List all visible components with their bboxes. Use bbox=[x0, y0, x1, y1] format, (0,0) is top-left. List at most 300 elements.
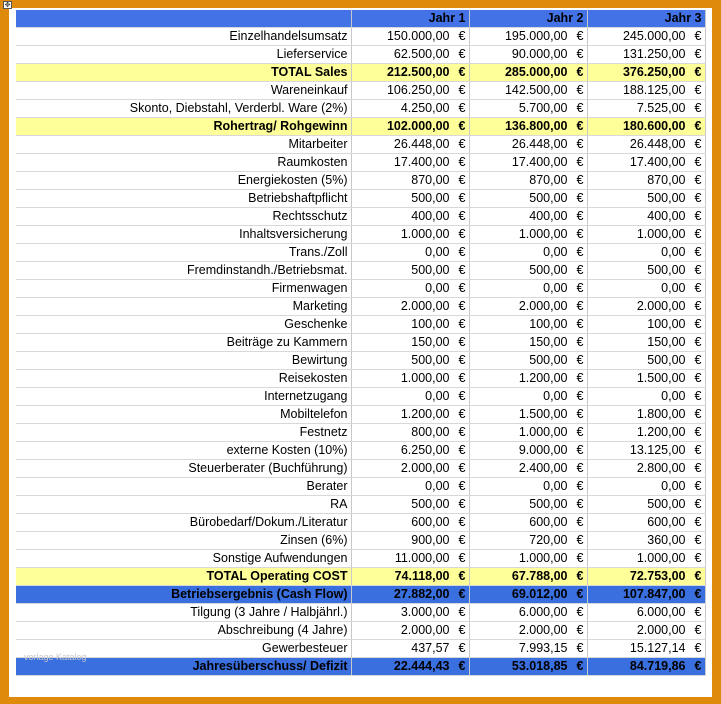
cell-value: 150,00 bbox=[647, 335, 686, 349]
value-cell-year-2[interactable] bbox=[469, 352, 587, 370]
value-cell-year-3[interactable] bbox=[587, 28, 705, 46]
currency-symbol: € bbox=[694, 623, 702, 637]
row-label-cell[interactable]: Berater bbox=[16, 478, 351, 496]
row-label-cell[interactable]: Mitarbeiter bbox=[16, 136, 351, 154]
row-label-cell[interactable]: Betriebshaftpflicht bbox=[16, 190, 351, 208]
value-cell-year-1[interactable] bbox=[351, 514, 469, 532]
value-cell-year-1[interactable] bbox=[351, 478, 469, 496]
row-label-cell[interactable]: Skonto, Diebstahl, Verderbl. Ware (2%) bbox=[16, 100, 351, 118]
cell-value: 5.700,00 bbox=[518, 101, 568, 115]
value-cell-year-1[interactable] bbox=[351, 100, 469, 118]
cell-value: 245.000,00 bbox=[622, 29, 686, 43]
cell-value: 17.400,00 bbox=[393, 155, 450, 169]
value-cell-year-1[interactable] bbox=[351, 388, 469, 406]
table-row bbox=[16, 496, 705, 514]
cell-value: 1.000,00 bbox=[636, 551, 686, 565]
value-cell-year-3[interactable] bbox=[587, 352, 705, 370]
header-year-1[interactable]: Jahr 1 bbox=[351, 10, 469, 28]
value-cell-year-1[interactable] bbox=[351, 208, 469, 226]
value-cell-year-1[interactable] bbox=[351, 370, 469, 388]
currency-symbol: € bbox=[576, 497, 584, 511]
cell-value: 400,00 bbox=[647, 209, 686, 223]
currency-symbol: € bbox=[458, 263, 466, 277]
currency-symbol: € bbox=[576, 641, 584, 655]
cell-value: 1.800,00 bbox=[636, 407, 686, 421]
cell-value: 2.000,00 bbox=[636, 623, 686, 637]
header-year-2[interactable]: Jahr 2 bbox=[469, 10, 587, 28]
value-cell-year-3[interactable] bbox=[587, 226, 705, 244]
row-label-cell[interactable]: Energiekosten (5%) bbox=[16, 172, 351, 190]
value-cell-year-3[interactable] bbox=[587, 388, 705, 406]
currency-symbol: € bbox=[694, 641, 702, 655]
cell-value: 100,00 bbox=[411, 317, 450, 331]
currency-symbol: € bbox=[694, 173, 702, 187]
cell-value: 188.125,00 bbox=[622, 83, 686, 97]
cell-value: 27.882,00 bbox=[393, 587, 450, 601]
value-cell-year-2[interactable] bbox=[469, 316, 587, 334]
cell-value: 870,00 bbox=[647, 173, 686, 187]
value-cell-year-1[interactable] bbox=[351, 64, 469, 82]
currency-symbol: € bbox=[576, 425, 584, 439]
value-cell-year-3[interactable] bbox=[587, 208, 705, 226]
cell-value: 100,00 bbox=[647, 317, 686, 331]
value-cell-year-2[interactable] bbox=[469, 568, 587, 586]
cell-value: 0,00 bbox=[425, 479, 450, 493]
currency-symbol: € bbox=[576, 335, 584, 349]
value-cell-year-1[interactable] bbox=[351, 586, 469, 604]
row-label-cell[interactable]: Betriebsergebnis (Cash Flow) bbox=[16, 586, 351, 604]
currency-symbol: € bbox=[694, 191, 702, 205]
value-cell-year-3[interactable] bbox=[587, 568, 705, 586]
currency-symbol: € bbox=[576, 119, 584, 133]
value-cell-year-1[interactable] bbox=[351, 496, 469, 514]
cell-value: 150,00 bbox=[411, 335, 450, 349]
value-cell-year-2[interactable] bbox=[469, 550, 587, 568]
value-cell-year-1[interactable] bbox=[351, 244, 469, 262]
table-row bbox=[16, 28, 705, 46]
value-cell-year-1[interactable] bbox=[351, 352, 469, 370]
cell-value: 7.993,15 bbox=[518, 641, 568, 655]
value-cell-year-3[interactable] bbox=[587, 280, 705, 298]
table-row bbox=[16, 658, 705, 676]
value-cell-year-1[interactable] bbox=[351, 28, 469, 46]
value-cell-year-1[interactable] bbox=[351, 424, 469, 442]
row-label-cell[interactable]: TOTAL Operating COST bbox=[16, 568, 351, 586]
currency-symbol: € bbox=[576, 65, 584, 79]
row-label-cell[interactable]: Steuerberater (Buchführung) bbox=[16, 460, 351, 478]
currency-symbol: € bbox=[458, 227, 466, 241]
currency-symbol: € bbox=[694, 425, 702, 439]
currency-symbol: € bbox=[458, 407, 466, 421]
value-cell-year-3[interactable] bbox=[587, 460, 705, 478]
row-label-cell[interactable]: Zinsen (6%) bbox=[16, 532, 351, 550]
value-cell-year-1[interactable] bbox=[351, 334, 469, 352]
currency-symbol: € bbox=[458, 389, 466, 403]
value-cell-year-1[interactable] bbox=[351, 532, 469, 550]
cell-value: 22.444,43 bbox=[393, 659, 450, 673]
cell-value: 17.400,00 bbox=[511, 155, 568, 169]
currency-symbol: € bbox=[694, 47, 702, 61]
value-cell-year-2[interactable] bbox=[469, 226, 587, 244]
value-cell-year-3[interactable] bbox=[587, 64, 705, 82]
cell-value: 500,00 bbox=[529, 497, 568, 511]
row-label-cell[interactable]: Sonstige Aufwendungen bbox=[16, 550, 351, 568]
row-label-cell[interactable]: Bürobedarf/Dokum./Literatur bbox=[16, 514, 351, 532]
cell-value: 84.719,86 bbox=[629, 659, 686, 673]
value-cell-year-2[interactable] bbox=[469, 388, 587, 406]
value-cell-year-2[interactable] bbox=[469, 640, 587, 658]
watermark-text: vorlage Katalog bbox=[24, 652, 87, 662]
row-label-cell[interactable]: Marketing bbox=[16, 298, 351, 316]
cell-value: 870,00 bbox=[529, 173, 568, 187]
value-cell-year-3[interactable] bbox=[587, 586, 705, 604]
currency-symbol: € bbox=[694, 371, 702, 385]
cell-value: 0,00 bbox=[661, 281, 686, 295]
value-cell-year-2[interactable] bbox=[469, 82, 587, 100]
value-cell-year-2[interactable] bbox=[469, 208, 587, 226]
value-cell-year-3[interactable] bbox=[587, 46, 705, 64]
value-cell-year-2[interactable] bbox=[469, 262, 587, 280]
cell-value: 2.000,00 bbox=[518, 623, 568, 637]
value-cell-year-3[interactable] bbox=[587, 316, 705, 334]
table-row bbox=[16, 244, 705, 262]
value-cell-year-2[interactable] bbox=[469, 658, 587, 676]
value-cell-year-3[interactable] bbox=[587, 244, 705, 262]
cell-value: 106.250,00 bbox=[386, 83, 450, 97]
value-cell-year-3[interactable] bbox=[587, 604, 705, 622]
currency-symbol: € bbox=[576, 659, 584, 673]
value-cell-year-2[interactable] bbox=[469, 532, 587, 550]
value-cell-year-2[interactable] bbox=[469, 622, 587, 640]
value-cell-year-2[interactable] bbox=[469, 64, 587, 82]
currency-symbol: € bbox=[694, 137, 702, 151]
row-label-cell[interactable]: Raumkosten bbox=[16, 154, 351, 172]
value-cell-year-3[interactable] bbox=[587, 478, 705, 496]
value-cell-year-3[interactable] bbox=[587, 154, 705, 172]
value-cell-year-3[interactable] bbox=[587, 640, 705, 658]
currency-symbol: € bbox=[694, 335, 702, 349]
cell-value: 870,00 bbox=[411, 173, 450, 187]
currency-symbol: € bbox=[576, 281, 584, 295]
value-cell-year-1[interactable] bbox=[351, 118, 469, 136]
value-cell-year-3[interactable] bbox=[587, 118, 705, 136]
value-cell-year-3[interactable] bbox=[587, 550, 705, 568]
table-row bbox=[16, 514, 705, 532]
value-cell-year-1[interactable] bbox=[351, 658, 469, 676]
table-row bbox=[16, 136, 705, 154]
cell-value: 11.000,00 bbox=[394, 551, 450, 565]
table-row bbox=[16, 82, 705, 100]
value-cell-year-2[interactable] bbox=[469, 460, 587, 478]
value-cell-year-1[interactable] bbox=[351, 604, 469, 622]
row-label-cell[interactable]: Trans./Zoll bbox=[16, 244, 351, 262]
currency-symbol: € bbox=[694, 659, 702, 673]
row-label-cell[interactable]: Lieferservice bbox=[16, 46, 351, 64]
value-cell-year-1[interactable] bbox=[351, 568, 469, 586]
currency-symbol: € bbox=[694, 605, 702, 619]
value-cell-year-2[interactable] bbox=[469, 46, 587, 64]
value-cell-year-1[interactable] bbox=[351, 226, 469, 244]
currency-symbol: € bbox=[694, 101, 702, 115]
value-cell-year-2[interactable] bbox=[469, 424, 587, 442]
cell-value: 4.250,00 bbox=[400, 101, 450, 115]
value-cell-year-2[interactable] bbox=[469, 442, 587, 460]
cell-value: 1.500,00 bbox=[518, 407, 568, 421]
value-cell-year-1[interactable] bbox=[351, 46, 469, 64]
row-label-cell[interactable]: Inhaltsversicherung bbox=[16, 226, 351, 244]
currency-symbol: € bbox=[458, 659, 466, 673]
cell-value: 2.000,00 bbox=[400, 299, 450, 313]
cell-value: 17.400,00 bbox=[629, 155, 686, 169]
cell-value: 0,00 bbox=[543, 479, 568, 493]
table-row bbox=[16, 100, 705, 118]
value-cell-year-2[interactable] bbox=[469, 244, 587, 262]
cell-value: 285.000,00 bbox=[504, 65, 568, 79]
currency-symbol: € bbox=[458, 65, 466, 79]
currency-symbol: € bbox=[694, 461, 702, 475]
value-cell-year-2[interactable] bbox=[469, 28, 587, 46]
value-cell-year-1[interactable] bbox=[351, 136, 469, 154]
value-cell-year-1[interactable] bbox=[351, 190, 469, 208]
cell-value: 500,00 bbox=[411, 353, 450, 367]
table-row bbox=[16, 622, 705, 640]
currency-symbol: € bbox=[458, 479, 466, 493]
currency-symbol: € bbox=[576, 137, 584, 151]
header-year-3[interactable]: Jahr 3 bbox=[587, 10, 705, 28]
currency-symbol: € bbox=[694, 299, 702, 313]
row-label-cell[interactable]: Internetzugang bbox=[16, 388, 351, 406]
cell-value: 2.000,00 bbox=[636, 299, 686, 313]
table-row bbox=[16, 280, 705, 298]
value-cell-year-3[interactable] bbox=[587, 82, 705, 100]
value-cell-year-3[interactable] bbox=[587, 262, 705, 280]
cell-value: 150,00 bbox=[529, 335, 568, 349]
currency-symbol: € bbox=[576, 533, 584, 547]
value-cell-year-3[interactable] bbox=[587, 100, 705, 118]
row-label-cell[interactable]: Firmenwagen bbox=[16, 280, 351, 298]
cell-value: 0,00 bbox=[425, 281, 450, 295]
table-row bbox=[16, 154, 705, 172]
row-label-cell[interactable]: Abschreibung (4 Jahre) bbox=[16, 622, 351, 640]
table-row bbox=[16, 406, 705, 424]
value-cell-year-2[interactable] bbox=[469, 136, 587, 154]
value-cell-year-2[interactable] bbox=[469, 370, 587, 388]
value-cell-year-2[interactable] bbox=[469, 118, 587, 136]
cell-value: 2.000,00 bbox=[518, 299, 568, 313]
value-cell-year-2[interactable] bbox=[469, 298, 587, 316]
value-cell-year-2[interactable] bbox=[469, 100, 587, 118]
row-label-cell[interactable]: Beiträge zu Kammern bbox=[16, 334, 351, 352]
value-cell-year-1[interactable] bbox=[351, 640, 469, 658]
value-cell-year-2[interactable] bbox=[469, 604, 587, 622]
currency-symbol: € bbox=[458, 335, 466, 349]
currency-symbol: € bbox=[576, 353, 584, 367]
table-row bbox=[16, 442, 705, 460]
currency-symbol: € bbox=[458, 371, 466, 385]
currency-symbol: € bbox=[694, 65, 702, 79]
currency-symbol: € bbox=[576, 83, 584, 97]
cell-value: 72.753,00 bbox=[629, 569, 686, 583]
value-cell-year-2[interactable] bbox=[469, 586, 587, 604]
value-cell-year-3[interactable] bbox=[587, 298, 705, 316]
currency-symbol: € bbox=[576, 191, 584, 205]
table-row bbox=[16, 334, 705, 352]
value-cell-year-2[interactable] bbox=[469, 172, 587, 190]
currency-symbol: € bbox=[458, 245, 466, 259]
value-cell-year-1[interactable] bbox=[351, 316, 469, 334]
currency-symbol: € bbox=[576, 407, 584, 421]
value-cell-year-1[interactable] bbox=[351, 460, 469, 478]
row-label-cell[interactable]: Wareneinkauf bbox=[16, 82, 351, 100]
currency-symbol: € bbox=[694, 245, 702, 259]
value-cell-year-2[interactable] bbox=[469, 478, 587, 496]
value-cell-year-2[interactable] bbox=[469, 496, 587, 514]
row-label-cell[interactable]: Fremdinstandh./Betriebsmat. bbox=[16, 262, 351, 280]
cell-value: 600,00 bbox=[411, 515, 450, 529]
currency-symbol: € bbox=[458, 497, 466, 511]
row-label-cell[interactable]: Rohertrag/ Rohgewinn bbox=[16, 118, 351, 136]
currency-symbol: € bbox=[576, 587, 584, 601]
cell-value: 0,00 bbox=[543, 245, 568, 259]
row-label-cell[interactable]: Geschenke bbox=[16, 316, 351, 334]
cell-value: 1.500,00 bbox=[636, 371, 686, 385]
value-cell-year-2[interactable] bbox=[469, 406, 587, 424]
row-label-cell[interactable]: Einzelhandelsumsatz bbox=[16, 28, 351, 46]
table-row bbox=[16, 568, 705, 586]
cell-value: 500,00 bbox=[411, 191, 450, 205]
row-label-cell[interactable]: Jahresüberschuss/ Defizit bbox=[16, 658, 351, 676]
value-cell-year-1[interactable] bbox=[351, 262, 469, 280]
value-cell-year-3[interactable] bbox=[587, 532, 705, 550]
table-row bbox=[16, 586, 705, 604]
table-row bbox=[16, 532, 705, 550]
currency-symbol: € bbox=[694, 479, 702, 493]
currency-symbol: € bbox=[458, 137, 466, 151]
currency-symbol: € bbox=[694, 353, 702, 367]
value-cell-year-1[interactable] bbox=[351, 280, 469, 298]
cell-value: 500,00 bbox=[647, 353, 686, 367]
value-cell-year-2[interactable] bbox=[469, 334, 587, 352]
cell-value: 26.448,00 bbox=[511, 137, 568, 151]
value-cell-year-1[interactable] bbox=[351, 622, 469, 640]
row-label-cell[interactable]: Festnetz bbox=[16, 424, 351, 442]
value-cell-year-3[interactable] bbox=[587, 190, 705, 208]
cell-value: 1.000,00 bbox=[636, 227, 686, 241]
row-label-cell[interactable]: TOTAL Sales bbox=[16, 64, 351, 82]
cell-value: 2.000,00 bbox=[400, 623, 450, 637]
cell-value: 400,00 bbox=[529, 209, 568, 223]
value-cell-year-1[interactable] bbox=[351, 550, 469, 568]
currency-symbol: € bbox=[694, 83, 702, 97]
cell-value: 0,00 bbox=[661, 245, 686, 259]
cell-value: 800,00 bbox=[411, 425, 450, 439]
row-label-cell[interactable]: Gewerbesteuer bbox=[16, 640, 351, 658]
currency-symbol: € bbox=[694, 281, 702, 295]
currency-symbol: € bbox=[458, 191, 466, 205]
row-label-cell[interactable]: Mobiltelefon bbox=[16, 406, 351, 424]
value-cell-year-3[interactable] bbox=[587, 406, 705, 424]
cell-value: 9.000,00 bbox=[518, 443, 568, 457]
value-cell-year-2[interactable] bbox=[469, 190, 587, 208]
currency-symbol: € bbox=[576, 317, 584, 331]
value-cell-year-1[interactable] bbox=[351, 442, 469, 460]
row-label-cell[interactable]: RA bbox=[16, 496, 351, 514]
currency-symbol: € bbox=[576, 461, 584, 475]
cell-value: 74.118,00 bbox=[394, 569, 450, 583]
cell-value: 1.000,00 bbox=[518, 425, 568, 439]
value-cell-year-3[interactable] bbox=[587, 370, 705, 388]
value-cell-year-1[interactable] bbox=[351, 406, 469, 424]
currency-symbol: € bbox=[458, 515, 466, 529]
value-cell-year-3[interactable] bbox=[587, 496, 705, 514]
currency-symbol: € bbox=[694, 497, 702, 511]
cell-value: 437,57 bbox=[411, 641, 450, 655]
cell-value: 142.500,00 bbox=[504, 83, 568, 97]
cell-value: 1.200,00 bbox=[636, 425, 686, 439]
currency-symbol: € bbox=[576, 551, 584, 565]
cell-value: 62.500,00 bbox=[393, 47, 450, 61]
cell-value: 102.000,00 bbox=[386, 119, 450, 133]
row-label-cell[interactable]: Bewirtung bbox=[16, 352, 351, 370]
cell-value: 2.800,00 bbox=[636, 461, 686, 475]
value-cell-year-2[interactable] bbox=[469, 154, 587, 172]
cell-value: 180.600,00 bbox=[622, 119, 686, 133]
cell-value: 500,00 bbox=[529, 263, 568, 277]
currency-symbol: € bbox=[694, 155, 702, 169]
value-cell-year-3[interactable] bbox=[587, 514, 705, 532]
currency-symbol: € bbox=[694, 515, 702, 529]
table-row bbox=[16, 298, 705, 316]
table-row bbox=[16, 388, 705, 406]
cell-value: 69.012,00 bbox=[511, 587, 568, 601]
spreadsheet-table bbox=[16, 10, 706, 676]
cell-value: 1.000,00 bbox=[400, 371, 450, 385]
currency-symbol: € bbox=[694, 209, 702, 223]
currency-symbol: € bbox=[458, 281, 466, 295]
value-cell-year-1[interactable] bbox=[351, 172, 469, 190]
currency-symbol: € bbox=[576, 443, 584, 457]
table-move-handle-icon[interactable]: ✥ bbox=[4, 2, 11, 9]
currency-symbol: € bbox=[458, 317, 466, 331]
currency-symbol: € bbox=[694, 317, 702, 331]
row-label-cell[interactable]: Rechtsschutz bbox=[16, 208, 351, 226]
currency-symbol: € bbox=[694, 533, 702, 547]
table-row bbox=[16, 262, 705, 280]
value-cell-year-3[interactable] bbox=[587, 622, 705, 640]
row-label-cell[interactable]: Tilgung (3 Jahre / Halbjährl.) bbox=[16, 604, 351, 622]
value-cell-year-3[interactable] bbox=[587, 136, 705, 154]
value-cell-year-1[interactable] bbox=[351, 298, 469, 316]
cell-value: 6.000,00 bbox=[636, 605, 686, 619]
currency-symbol: € bbox=[458, 155, 466, 169]
value-cell-year-3[interactable] bbox=[587, 658, 705, 676]
table-row bbox=[16, 370, 705, 388]
value-cell-year-3[interactable] bbox=[587, 172, 705, 190]
value-cell-year-3[interactable] bbox=[587, 442, 705, 460]
value-cell-year-1[interactable] bbox=[351, 154, 469, 172]
value-cell-year-3[interactable] bbox=[587, 424, 705, 442]
value-cell-year-2[interactable] bbox=[469, 514, 587, 532]
currency-symbol: € bbox=[576, 389, 584, 403]
value-cell-year-1[interactable] bbox=[351, 82, 469, 100]
row-label-cell[interactable]: Reisekosten bbox=[16, 370, 351, 388]
row-label-cell[interactable]: externe Kosten (10%) bbox=[16, 442, 351, 460]
value-cell-year-3[interactable] bbox=[587, 334, 705, 352]
currency-symbol: € bbox=[576, 227, 584, 241]
value-cell-year-2[interactable] bbox=[469, 280, 587, 298]
cell-value: 376.250,00 bbox=[622, 65, 686, 79]
table-row bbox=[16, 640, 705, 658]
